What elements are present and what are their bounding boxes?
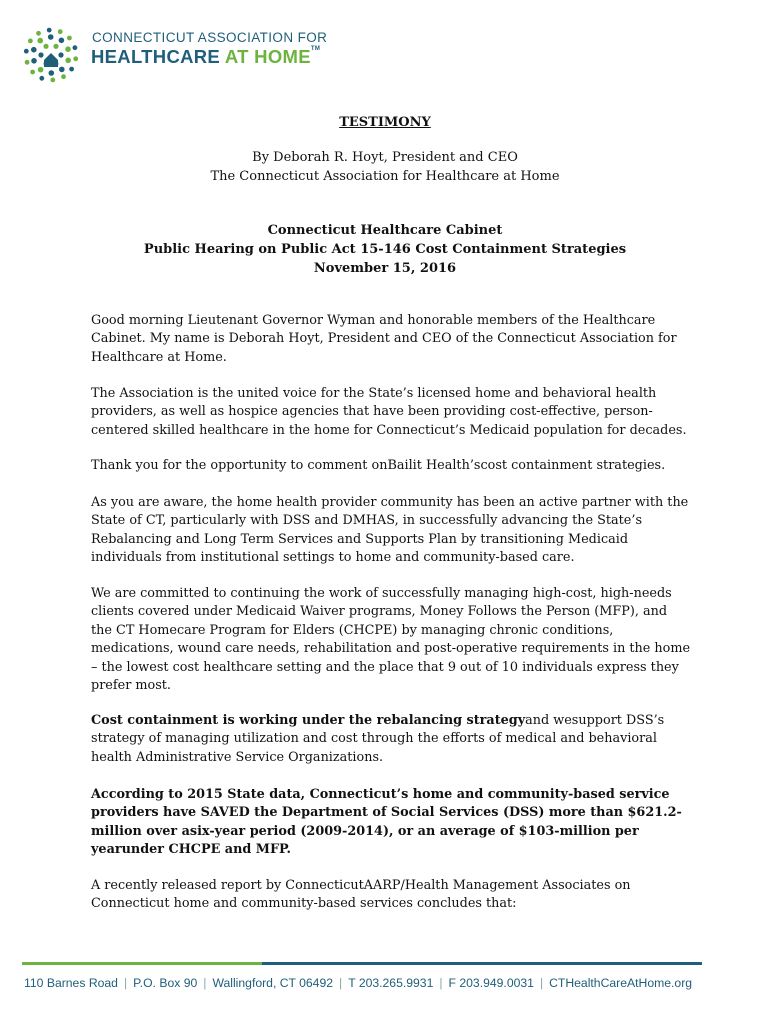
logo-dot bbox=[36, 31, 41, 36]
association-logo bbox=[22, 22, 352, 86]
hearing-cabinet: Connecticut Healthcare Cabinet bbox=[267, 223, 503, 238]
logo-dot bbox=[38, 67, 44, 73]
cost-containment-emphasis: Cost containment is working under the rebalancing strategy bbox=[91, 713, 526, 728]
paragraph-commitment: We are committed to continuing the work of successfully managing high-cost, high-needs clients covered under Medicaid Waiver programs, Money Follows the Person (MFP), and the CT Homecare Program for Elders (CHCPE) by managing chronic conditions, medications, wound care needs, rehabilitation and post-operative requirements in the home – the lowest cost healthcare setting and the place that 9 out of 10 individuals express they prefer most. bbox=[91, 586, 691, 694]
footer-divider-teal bbox=[262, 962, 702, 965]
logo-dot bbox=[65, 58, 71, 64]
logo-dot bbox=[24, 49, 29, 54]
logo-line1: CONNECTICUT ASSOCIATION FOR bbox=[92, 30, 328, 45]
logo-at-home: AT HOME bbox=[224, 46, 311, 67]
logo-dot bbox=[49, 70, 55, 76]
logo-healthcare: HEALTHCARE bbox=[91, 46, 221, 67]
paragraph-greeting: Good morning Lieutenant Governor Wyman and honorable members of the Healthcare Cabinet. My name is Deborah Hoyt, President and CEO of the Connecticut Association for Healthcare at Home. bbox=[91, 313, 677, 365]
logo-dot bbox=[67, 36, 72, 41]
document-title: TESTIMONY bbox=[339, 115, 431, 130]
logo-dot bbox=[50, 78, 55, 83]
paragraph-state-data: According to 2015 State data, Connecticut’s home and community-based service providers have SAVED the Department of Social Services (DSS) more than $621.2-million over asix-year period (2009-2014), or an average of $103-million per yearunder CHCPE and MFP. bbox=[91, 787, 682, 858]
logo-dot bbox=[31, 47, 37, 53]
logo-dot bbox=[59, 67, 65, 73]
paragraph-association: The Association is the united voice for the State’s licensed home and behavioral health providers, as well as hospice agencies that have been providing cost-effective, person-centered skilled healthcare in the home for Connecticut’s Medicaid population for decades. bbox=[91, 386, 687, 438]
paragraph-aarp-report: A recently released report by ConnecticutAARP/Health Management Associates on Connecticut home and community-based services concludes that: bbox=[91, 878, 631, 912]
logo-dot bbox=[43, 44, 48, 49]
author-line: By Deborah R. Hoyt, President and CEO bbox=[252, 150, 518, 165]
byline bbox=[0, 148, 770, 186]
footer-website-link[interactable]: CTHealthCareAtHome.org bbox=[549, 976, 693, 990]
organization-line: The Connecticut Association for Healthcare at Home bbox=[210, 169, 560, 184]
logo-line2 bbox=[91, 46, 320, 68]
logo-dot bbox=[25, 60, 30, 65]
dot-cluster-logo-icon bbox=[22, 26, 80, 84]
footer-divider bbox=[22, 962, 702, 965]
footer-phone: T 203.265.9931 bbox=[348, 976, 434, 990]
logo-dot bbox=[38, 52, 43, 57]
footer-fax: F 203.949.0031 bbox=[448, 976, 534, 990]
logo-dot bbox=[69, 67, 74, 72]
footer-po-box: P.O. Box 90 bbox=[133, 976, 198, 990]
logo-dot bbox=[30, 70, 35, 75]
logo-dot bbox=[58, 29, 63, 34]
paragraph-thanks: Thank you for the opportunity to comment onBailit Health’scost containment strategies. bbox=[91, 458, 666, 473]
hearing-heading bbox=[0, 221, 770, 278]
logo-dot bbox=[47, 28, 52, 33]
logo-dot bbox=[48, 34, 54, 40]
footer-address: 110 Barnes Road bbox=[24, 976, 118, 990]
logo-dot bbox=[73, 56, 78, 61]
paragraph-partnership: As you are aware, the home health provider community has been an active partner with the State of CT, particularly with DSS and DMHAS, in successfully advancing the State’s Rebalancing and Long Term Services and Supports Plan by transitioning Medicaid individuals from institutional settings to home and community-based care. bbox=[91, 495, 689, 566]
footer-contact: 110 Barnes Road | P.O. Box 90 | Wallingford, CT 06492 | T 203.265.9931 | F 203.949.0031 | CTHealthCareAtHome.org bbox=[24, 976, 693, 990]
footer-city: Wallingford, CT 06492 bbox=[212, 976, 334, 990]
logo-dot bbox=[61, 74, 66, 79]
hearing-subject: Public Hearing on Public Act 15-146 Cost Containment Strategies bbox=[143, 242, 627, 257]
logo-dot bbox=[37, 38, 43, 44]
logo-dot bbox=[31, 58, 37, 64]
logo-dot bbox=[59, 38, 65, 44]
logo-dot bbox=[58, 52, 63, 57]
footer-divider-green bbox=[22, 962, 262, 965]
logo-dot bbox=[53, 44, 58, 49]
logo-dot bbox=[39, 76, 44, 81]
logo-trademark: TM bbox=[310, 46, 321, 52]
cost-containment-rest: and wesupport DSS’s strategy of managing utilization and cost through the efforts of medical and behavioral health Administrative Service Organizations. bbox=[91, 713, 665, 765]
paragraph-cost-containment bbox=[91, 712, 691, 767]
logo-dot bbox=[28, 39, 33, 44]
hearing-date: November 15, 2016 bbox=[313, 261, 457, 276]
logo-dot bbox=[73, 45, 78, 50]
logo-dot bbox=[65, 46, 71, 52]
